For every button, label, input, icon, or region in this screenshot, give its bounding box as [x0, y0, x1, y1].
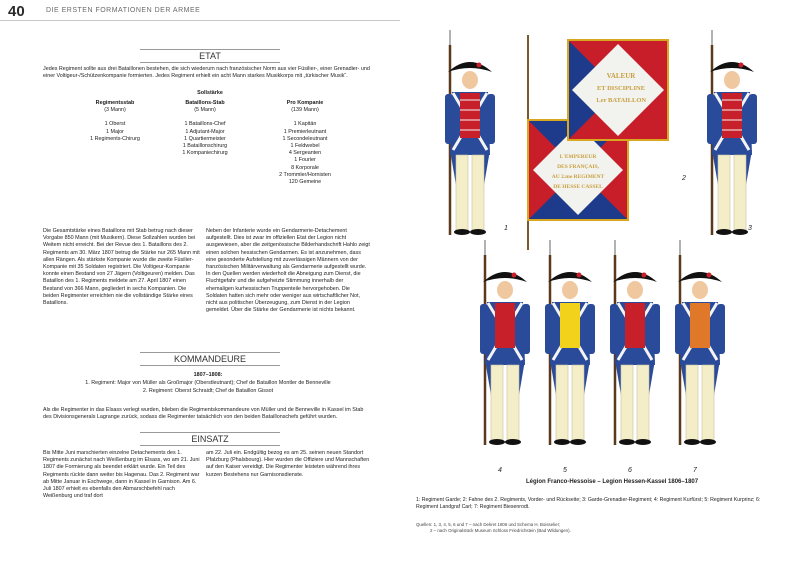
fig-number-7: 7: [693, 467, 697, 474]
fig-number-5: 5: [563, 467, 567, 474]
fig-number-6: 6: [628, 467, 632, 474]
kommandeure-text: Als die Regimenter in das Elsass verlegt wurden, blieben die Regimentskommandeure von Müller und de Benneville in Kassel im Stab des Divisionsgenerals Lagrange zurück, sodass die Regimenter tatsächlich von den beiden Bataillonschefs geführt wurden.: [43, 407, 364, 421]
soldier-7: [675, 240, 725, 445]
etat-col-bataillonsstab: Bataillons-Stab (5 Mann) 1 Bataillons-Chef 1 Adjutant-Major 1 Quartiermeister 1 Bataillonschirurg 1 Kompaniechirurg: [182, 100, 228, 157]
etat-text-left: Die Gesamtstärke eines Bataillons mit Stab betrug nach dieser Vorgabe 850 Mann (mit Musikern). Diese Sollzahlen wurden bei Weitem nicht erreicht. Bei der Revue des 1. Bataillons des 2. Regiments am 30. März 1807 betrug die Stärke nur 265 Mann mit allen Rängen. Als stärkste Kompanie wurde die zweite Füsilier-Kompanie mit 35 Soldaten registriert. Die Voltigeur-Kompanie konnte einen Bestand von 27 Jägern (Voltigeuren) melden. Das Bataillon des 1. Regiments meldete am 27. April 1807 einen Bestand von 366 Mann, gegliedert in sechs Kompanien. Die beiden Regimenter erreichten nie die vollständige Stärke eines Bataillons.: [43, 228, 200, 307]
figure-caption: 1: Regiment Garde; 2: Fahne des 2. Regiments, Vorder- und Rückseite; 3: Garde-Grenadier-Regiment; 4: Regiment Kurfürst; 5: Regiment Kurprinz; 6: Regiment Landgraf Carl; 7: Regiment Biesenrodt.: [416, 497, 761, 510]
kommandeure-heading: KOMMANDEURE: [40, 354, 380, 364]
kommandeure-line1: 1. Regiment: Major von Müller als Großmajor (Oberstleutnant); Chef de Bataillon Montler de Benneville: [85, 380, 331, 386]
etat-heading: ETAT: [40, 51, 380, 61]
running-title: DIE ERSTEN FORMATIONEN DER ARMEE: [46, 7, 201, 14]
soldier-1: [445, 30, 495, 235]
flag-front-text-3: 1.er BATAILLON: [595, 97, 647, 104]
soldier-4: [480, 240, 530, 445]
einsatz-text-left: Bis Mitte Juni marschierten einzelne Detachements des 1. Regiments zunächst nach Weißenburg im Elsass, wo am 21. Juni 1807 die Formierung als beendet erklärt wurde. Ein Teil des Regiments rückte dann weiter bis Hagenau. Das 2. Regiment war ab Mitte Januar in Eschwege, dann in Kassel in Garnison. Am 6. Juli 1807 erhielt es ebenfalls den Abmarschbefehl nach Weißenburg und traf dort: [43, 450, 200, 500]
einsatz-heading: EINSATZ: [40, 434, 380, 444]
kommandeure-years: 1807–1808:: [193, 372, 223, 378]
soldier-3: [707, 30, 757, 235]
kommandeure-line2: 2. Regiment: Oberst Schraidt; Chef de Bataillon Gissot: [142, 388, 274, 394]
etat-text-right: Neben der Infanterie wurde ein Gendarmerie-Detachement aufgestellt. Dies ist zwar im offiziellen Etat der Legion nicht ausgewiesen, aber die zeitgenössische Bilderhandschrift Hahlo zeigt einen solchen hessischen Gendarmen. Es ist anzunehmen, dass eine gesonderte Aufstellung mit zuverlässigen Männern von der französischen Militärverwaltung als Gendarmerie aufgestellt wurde. In den Quellen werden wiederholt die Abneigung zum Dienst, die Fluchtgefahr und die aufgeheizte Stimmung innerhalb der ehemaligen kurhessischen Truppenteile hervorgehoben. Die Soldaten hatten sich mehr oder weniger aus wirtschaftlicher Not, nicht aus politischer Überzeugung, zum Dienst in der Legion gemeldet. Über die Stärke der Gendarmerie ist nichts bekannt.: [206, 228, 370, 314]
page-number: 40: [8, 3, 25, 20]
flag-back-text-3: AU 2.me REGIMENT: [551, 174, 605, 180]
fig-number-3: 3: [748, 225, 752, 232]
etat-intro: Jedes Regiment sollte aus drei Bataillonen bestehen, die sich wiederum nach französischer Norm aus vier Füsilier-, einer Grenadier- und einer Voltigeur-/Schützenkompanie formierten. Jedes Regiment erhielt ein acht Mann starkes Musikkorps mit „türkischer Musik“.: [43, 66, 370, 80]
etat-table: [70, 100, 360, 186]
flag-back-text-4: DE HESSE CASSEL: [553, 184, 603, 190]
etat-col-kompanie: Pro Kompanie (139 Mann) 1 Kapitän 1 Premierleutnant 1 Secondeleutnant 1 Feldwebel 4 Sergeanten 1 Fourier 8 Korporale 2 Trommler/Hornisten 120 Gemeine: [279, 100, 331, 186]
uniform-plate: [420, 30, 800, 480]
flag-front-text-1: VALEUR: [606, 72, 636, 80]
einsatz-text-right: am 22. Juli ein. Endgültig bezog es am 25. seinen neuen Standort Pfalzburg (Phalsbourg). Hier wurden die Offiziere und Mannschaften auf den Kaiser vereidigt. Die Regimenter leisteten während ihres kurzen Bestehens nur Garnisonsdienste.: [206, 450, 370, 478]
soldier-6: [610, 240, 660, 445]
header-rule: [0, 20, 400, 21]
fig-number-1: 1: [504, 225, 508, 232]
fig-number-4: 4: [498, 467, 502, 474]
etat-col-regimentsstab: Regimentsstab (3 Mann) 1 Oberst 1 Major 1 Regiments-Chirurg: [90, 100, 140, 142]
fig-number-2: 2: [682, 175, 686, 182]
figure-sources: Quellen: 1, 3, 4, 5, 6 und 7 – nach Dekret 1806 und Schema H. Boisselier; 2 – nach Originalstück Museum Schloss Friedrichstein (Bad Wildungen).: [416, 522, 571, 533]
flag-2: [528, 35, 668, 250]
flag-back-text-2: DES FRANÇAIS,: [557, 164, 599, 170]
figure-title: Légion Franco-Hessoise – Legion Hessen-Kassel 1806–1807: [526, 479, 699, 485]
flag-back-text-1: L'EMPEREUR: [559, 154, 597, 160]
soldier-5: [545, 240, 595, 445]
flag-front-text-2: ET DISCIPLINE: [596, 85, 646, 92]
sollstaerke-label: Sollstärke: [197, 90, 223, 96]
